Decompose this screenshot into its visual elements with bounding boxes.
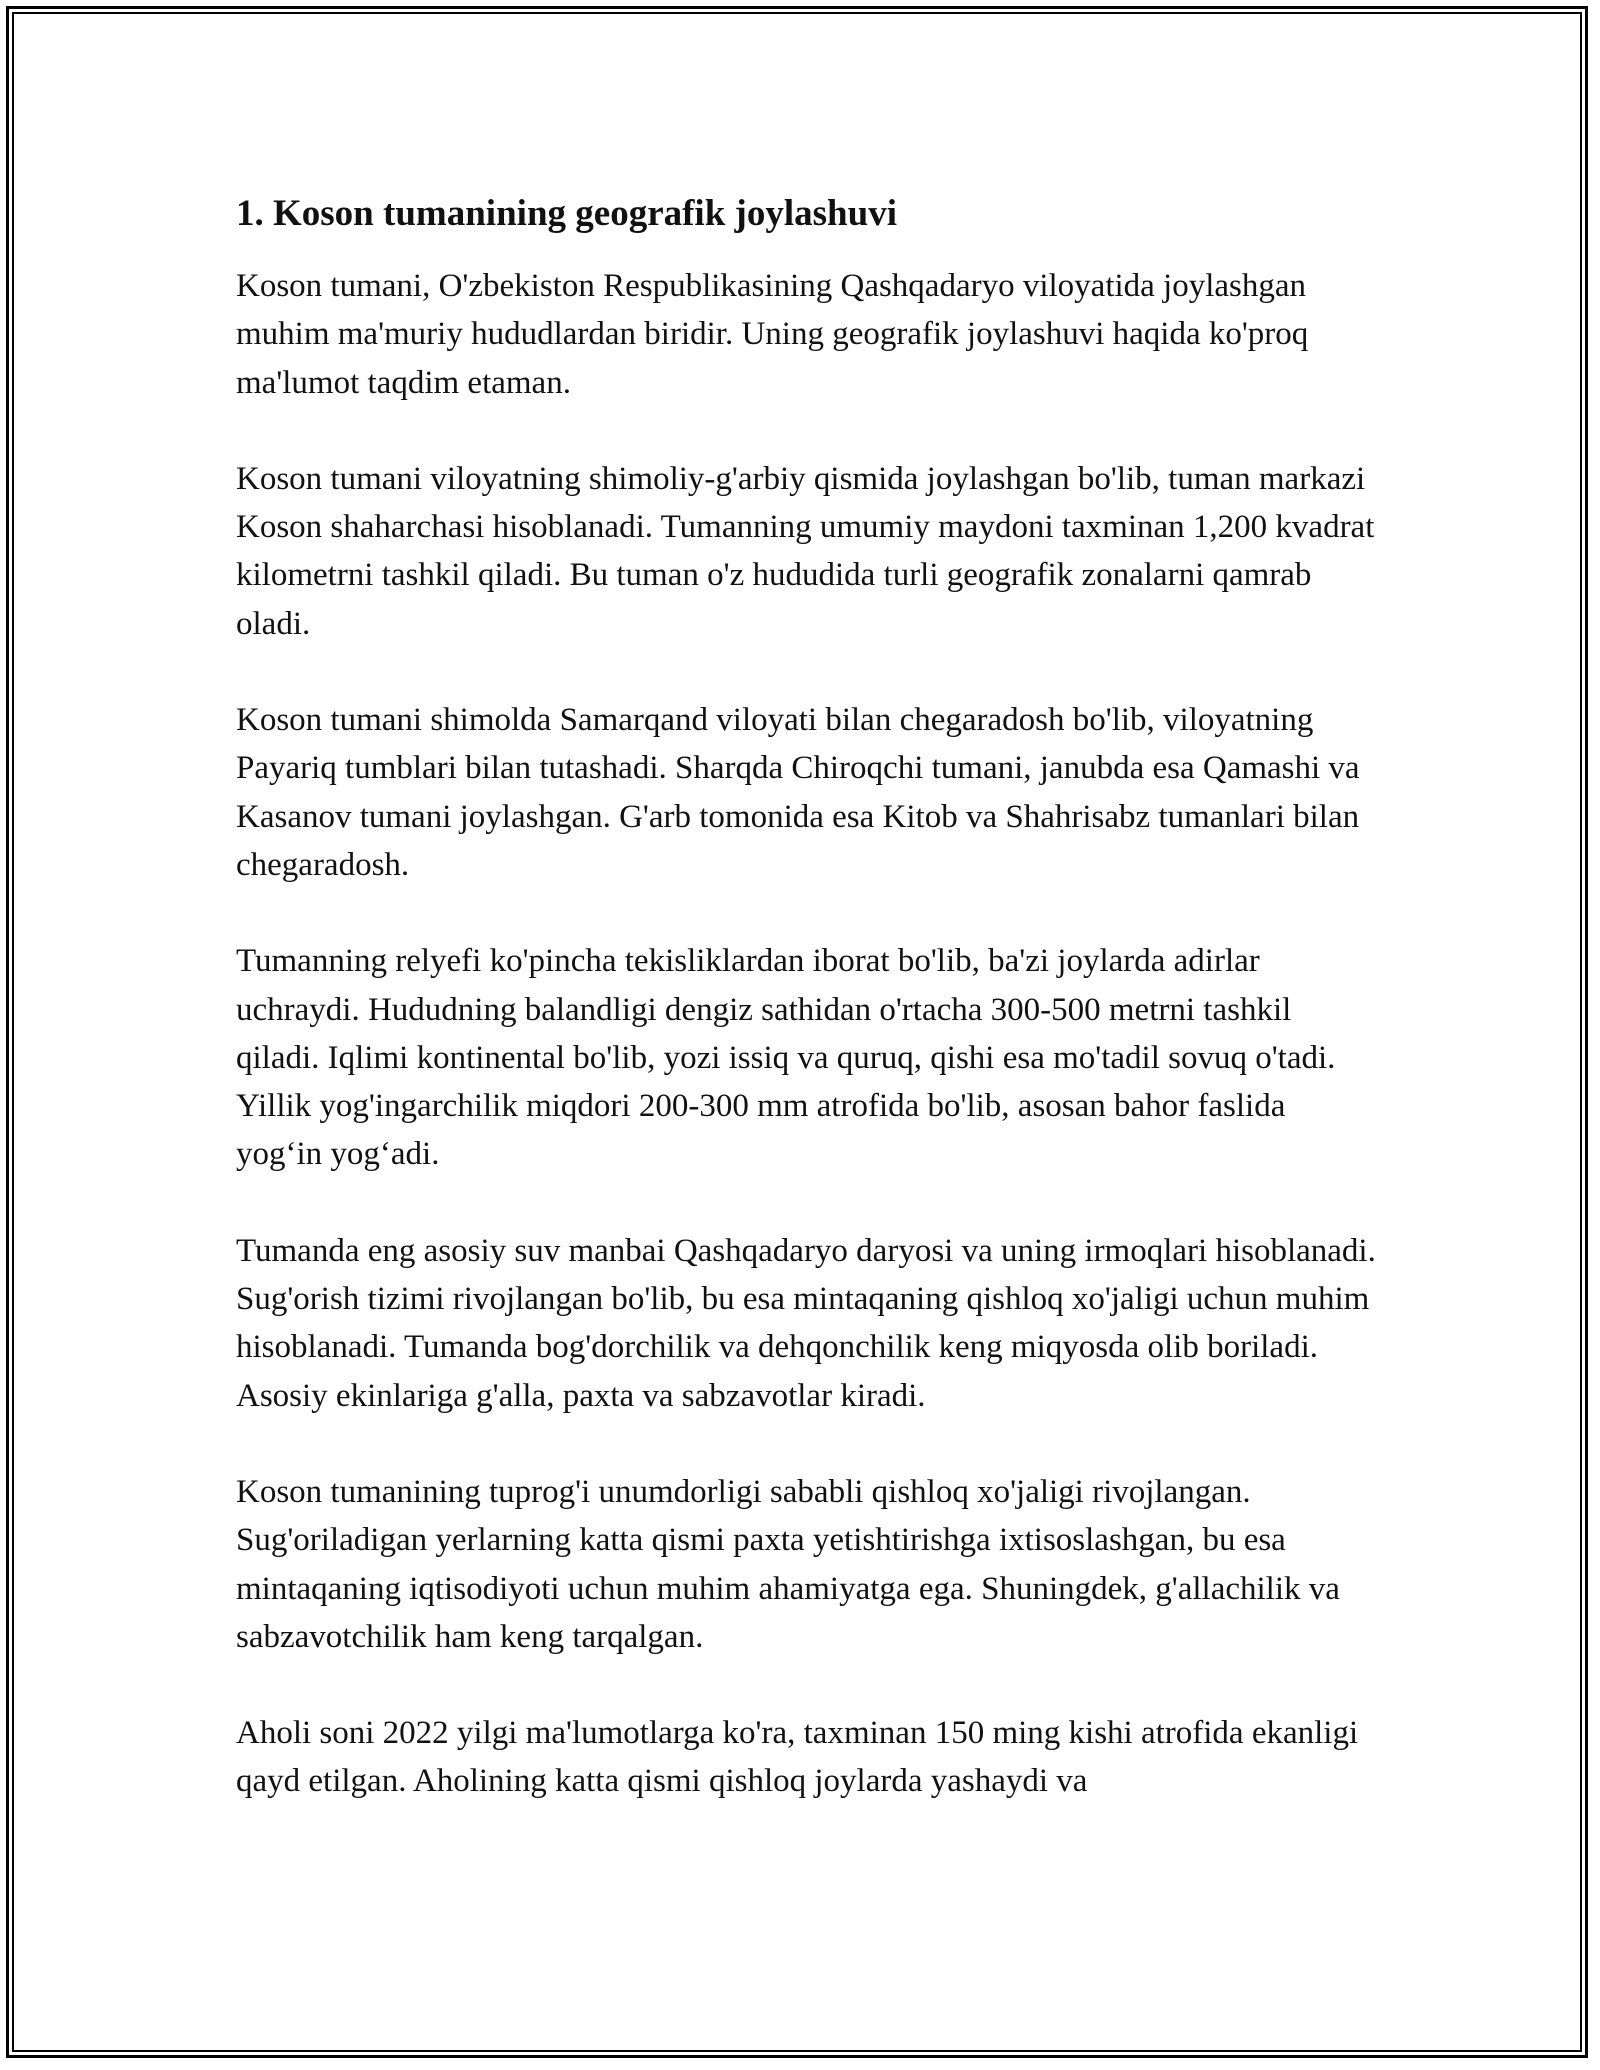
paragraph-1: Koson tumani, O'zbekiston Respublikasining Qashqadaryo viloyatida joylashgan muhim ma'muriy hududlardan biridir. Uning geografik joylashuvi haqida ko'proq ma'lumot taqdim etaman. (236, 268, 1309, 401)
paragraph-7: Aholi soni 2022 yilgi ma'lumotlarga ko'ra, taxminan 150 ming kishi atrofida ekanligi qayd etilgan. Aholining katta qismi qishloq joylarda yashaydi va (236, 1715, 1359, 1800)
paragraph-4: Tumanning relyefi ko'pincha tekisliklardan iborat bo'lib, ba'zi joylarda adirlar uchraydi. Hududning balandligi dengiz sathidan o'rtacha 300-500 metrni tashkil qiladi. Iqlimi kontinental bo'lib, yozi issiq va quruq, qishi esa mo'tadil sovuq o'tadi. Yillik yog'ingarchilik miqdori 200-300 mm atrofida bo'lib, asosan bahor faslida yog‘in yog‘adi. (236, 943, 1336, 1173)
document-body (236, 186, 1376, 1854)
paragraph-5: Tumanda eng asosiy suv manbai Qashqadaryo daryosi va uning irmoqlari hisoblanadi. Sug'orish tizimi rivojlangan bo'lib, bu esa mintaqaning qishloq xo'jaligi uchun muhim hisoblanadi. Tumanda bog'dorchilik va dehqonchilik keng miqyosda olib boriladi. Asosiy ekinlariga g'alla, paxta va sabzavotlar kiradi. (236, 1232, 1376, 1414)
paragraph-3: Koson tumani shimolda Samarqand viloyati bilan chegaradosh bo'lib, viloyatning Payariq tumblari bilan tutashadi. Sharqda Chiroqchi tumani, janubda esa Qamashi va Kasanov tumani joylashgan. G'arb tomonida esa Kitob va Shahrisabz tumanlari bilan chegaradosh. (236, 702, 1360, 883)
page-title: 1. Koson tumanining geografik joylashuvi (236, 193, 897, 234)
paragraph-2: Koson tumani viloyatning shimoliy-g'arbiy qismida joylashgan bo'lib, tuman markazi Koson shaharchasi hisoblanadi. Tumanning umumiy maydoni taxminan 1,200 kvadrat kilometrni tashkil qiladi. Bu tuman o'z hududida turli geografik zonalarni qamrab oladi. (236, 460, 1375, 642)
paragraph-6: Koson tumanining tuprog'i unumdorligi sababli qishloq xo'jaligi rivojlangan. Sug'oriladigan yerlarning katta qismi paxta yetishtirishga ixtisoslashgan, bu esa mintaqaning iqtisodiyoti uchun muhim ahamiyatga ega. Shuningdek, g'allachilik va sabzavotchilik ham keng tarqalgan. (236, 1473, 1340, 1655)
